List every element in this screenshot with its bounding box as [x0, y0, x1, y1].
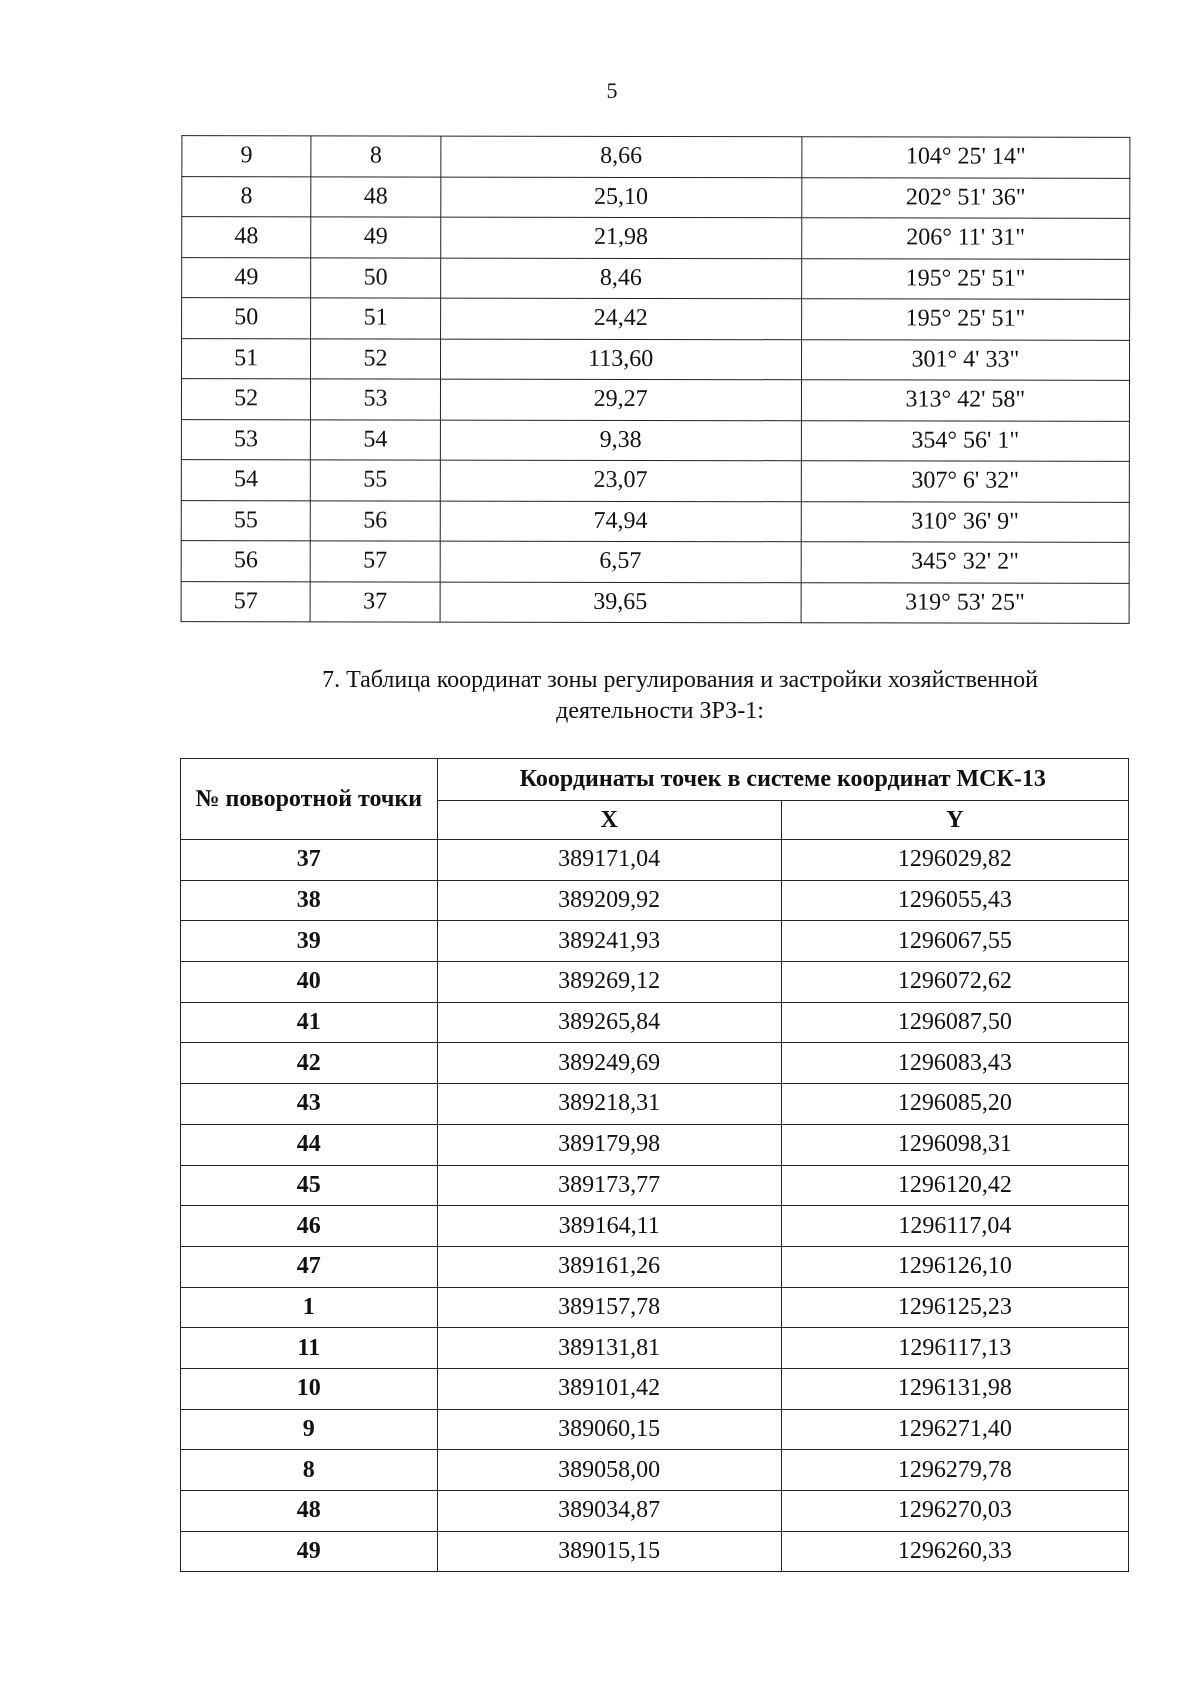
coordinate-row: [181, 840, 1129, 881]
coordinate-x: 389161,26: [437, 1246, 781, 1287]
segment-bearing: 206° 11' 31": [801, 218, 1129, 259]
coordinate-x: 389218,31: [437, 1084, 781, 1125]
segment-row: [182, 338, 1130, 380]
turning-point-number: 1: [181, 1287, 438, 1328]
section-heading: [160, 665, 1120, 727]
coordinate-x: 389209,92: [437, 880, 781, 921]
segment-length: 8,66: [441, 136, 802, 177]
segment-length: 29,27: [440, 379, 801, 420]
segment-to-point: 8: [311, 136, 440, 177]
segment-from-point: 53: [181, 419, 310, 460]
segment-from-point: 54: [181, 460, 310, 501]
segments-table: [181, 135, 1131, 624]
segment-to-point: 48: [311, 176, 440, 217]
section-heading-line-2: деятельности ЗРЗ-1:: [556, 698, 764, 724]
segment-bearing: 345° 32' 2": [801, 542, 1129, 583]
turning-point-number: 45: [181, 1165, 438, 1206]
segment-length: 74,94: [440, 501, 801, 542]
coordinate-x: 389171,04: [437, 840, 781, 881]
coordinate-row: [181, 1531, 1129, 1572]
segment-to-point: 49: [311, 217, 440, 258]
segment-row: [182, 176, 1130, 218]
turning-point-number: 43: [181, 1084, 438, 1125]
coordinates-table-head: [181, 759, 1129, 840]
segment-row: [181, 460, 1129, 502]
coordinate-x: 389241,93: [437, 921, 781, 962]
segment-row: [182, 217, 1130, 259]
turning-point-number: 37: [181, 840, 438, 881]
coordinate-x: 389164,11: [437, 1206, 781, 1247]
turning-point-number: 47: [181, 1246, 438, 1287]
segment-to-point: 56: [311, 500, 440, 541]
coordinate-x: 389249,69: [437, 1043, 781, 1084]
segment-from-point: 56: [181, 541, 310, 582]
header-coordinate-system: Координаты точек в системе координат МСК-13: [437, 759, 1128, 801]
segments-table-body: [181, 136, 1130, 624]
coordinate-row: [181, 1409, 1129, 1450]
coordinate-y: 1296055,43: [781, 880, 1128, 921]
segment-row: [181, 500, 1129, 542]
coordinate-y: 1296260,33: [781, 1531, 1128, 1572]
segment-from-point: 52: [181, 379, 310, 420]
coordinate-y: 1296029,82: [781, 840, 1128, 881]
coordinate-x: 389101,42: [437, 1368, 781, 1409]
segment-row: [181, 541, 1129, 583]
coordinate-y: 1296098,31: [781, 1124, 1128, 1165]
segment-from-point: 57: [181, 581, 310, 622]
segment-from-point: 55: [181, 500, 310, 541]
turning-point-number: 39: [181, 921, 438, 962]
coordinate-y: 1296279,78: [781, 1450, 1128, 1491]
coordinate-x: 389034,87: [437, 1491, 781, 1532]
header-row-1: [181, 759, 1129, 801]
coordinate-y: 1296117,04: [781, 1206, 1128, 1247]
coordinate-x: 389131,81: [437, 1328, 781, 1369]
segment-bearing: 310° 36' 9": [801, 501, 1129, 542]
coordinate-row: [181, 1368, 1129, 1409]
coordinate-row: [181, 880, 1129, 921]
segment-length: 23,07: [440, 460, 801, 501]
segment-row: [181, 379, 1129, 421]
coordinate-row: [181, 1287, 1129, 1328]
turning-point-number: 38: [181, 880, 438, 921]
segment-to-point: 51: [311, 298, 440, 339]
segment-from-point: 8: [182, 176, 311, 217]
header-x: X: [437, 801, 781, 840]
coordinate-y: 1296072,62: [781, 962, 1128, 1003]
segment-from-point: 50: [182, 298, 311, 339]
segment-length: 6,57: [440, 541, 801, 582]
coordinate-x: 389179,98: [437, 1124, 781, 1165]
segment-from-point: 9: [182, 136, 311, 177]
segment-row: [182, 257, 1130, 299]
coordinate-x: 389265,84: [437, 1002, 781, 1043]
turning-point-number: 42: [181, 1043, 438, 1084]
coordinate-row: [181, 1124, 1129, 1165]
coordinate-row: [181, 1450, 1129, 1491]
turning-point-number: 48: [181, 1491, 438, 1532]
segment-length: 113,60: [440, 339, 801, 380]
turning-point-number: 9: [181, 1409, 438, 1450]
coordinate-y: 1296126,10: [781, 1246, 1128, 1287]
coordinate-y: 1296087,50: [781, 1002, 1128, 1043]
segment-length: 8,46: [440, 258, 801, 299]
coordinate-row: [181, 962, 1129, 1003]
segment-bearing: 202° 51' 36": [802, 177, 1130, 218]
coordinate-x: 389173,77: [437, 1165, 781, 1206]
coordinate-row: [181, 921, 1129, 962]
coordinate-x: 389060,15: [437, 1409, 781, 1450]
coordinate-row: [181, 1043, 1129, 1084]
segment-bearing: 195° 25' 51": [801, 258, 1129, 299]
coordinate-row: [181, 1491, 1129, 1532]
coordinate-y: 1296117,13: [781, 1328, 1128, 1369]
coordinate-row: [181, 1165, 1129, 1206]
segment-bearing: 301° 4' 33": [801, 339, 1129, 380]
segment-bearing: 313° 42' 58": [801, 380, 1129, 421]
coordinate-y: 1296131,98: [781, 1368, 1128, 1409]
segment-to-point: 50: [311, 257, 440, 298]
coordinate-y: 1296120,42: [781, 1165, 1128, 1206]
segment-bearing: 354° 56' 1": [801, 420, 1129, 461]
turning-point-number: 46: [181, 1206, 438, 1247]
coordinate-y: 1296067,55: [781, 921, 1128, 962]
coordinate-y: 1296271,40: [781, 1409, 1128, 1450]
turning-point-number: 8: [181, 1450, 438, 1491]
segment-from-point: 48: [182, 217, 311, 258]
coordinate-row: [181, 1328, 1129, 1369]
coordinate-y: 1296083,43: [781, 1043, 1128, 1084]
segment-row: [181, 419, 1129, 461]
segment-to-point: 53: [311, 379, 440, 420]
segment-length: 21,98: [440, 217, 801, 258]
coordinates-table: [180, 758, 1129, 1572]
coordinate-x: 389269,12: [437, 962, 781, 1003]
coordinate-row: [181, 1002, 1129, 1043]
turning-point-number: 41: [181, 1002, 438, 1043]
segment-row: [182, 298, 1130, 340]
coordinate-row: [181, 1084, 1129, 1125]
segment-row: [182, 136, 1130, 178]
segment-from-point: 49: [182, 257, 311, 298]
segment-to-point: 52: [311, 338, 440, 379]
segment-bearing: 104° 25' 14": [802, 137, 1130, 178]
segment-to-point: 37: [310, 581, 439, 622]
segment-to-point: 55: [311, 460, 440, 501]
turning-point-number: 10: [181, 1368, 438, 1409]
segment-length: 24,42: [440, 298, 801, 339]
segment-length: 9,38: [440, 420, 801, 461]
segment-length: 25,10: [440, 177, 801, 218]
segment-from-point: 51: [182, 338, 311, 379]
coordinate-row: [181, 1246, 1129, 1287]
segment-length: 39,65: [440, 582, 801, 623]
segment-row: [181, 581, 1129, 623]
segment-to-point: 54: [311, 419, 440, 460]
turning-point-number: 44: [181, 1124, 438, 1165]
segment-bearing: 195° 25' 51": [801, 299, 1129, 340]
segment-to-point: 57: [310, 541, 439, 582]
segment-bearing: 319° 53' 25": [801, 582, 1129, 623]
page-number: 5: [606, 78, 618, 103]
turning-point-number: 49: [181, 1531, 438, 1572]
coordinate-x: 389058,00: [437, 1450, 781, 1491]
coordinates-table-body: [181, 840, 1129, 1572]
segment-bearing: 307° 6' 32": [801, 461, 1129, 502]
header-y: Y: [781, 801, 1128, 840]
coordinate-y: 1296270,03: [781, 1491, 1128, 1532]
turning-point-number: 40: [181, 962, 438, 1003]
coordinate-y: 1296085,20: [781, 1084, 1128, 1125]
coordinate-row: [181, 1206, 1129, 1247]
header-point-number: № поворотной точки: [181, 759, 438, 840]
coordinate-y: 1296125,23: [781, 1287, 1128, 1328]
coordinate-x: 389015,15: [437, 1531, 781, 1572]
section-heading-line-1: 7. Таблица координат зоны регулирования и застройки хозяйственной: [322, 667, 1038, 693]
coordinate-x: 389157,78: [437, 1287, 781, 1328]
turning-point-number: 11: [181, 1328, 438, 1369]
